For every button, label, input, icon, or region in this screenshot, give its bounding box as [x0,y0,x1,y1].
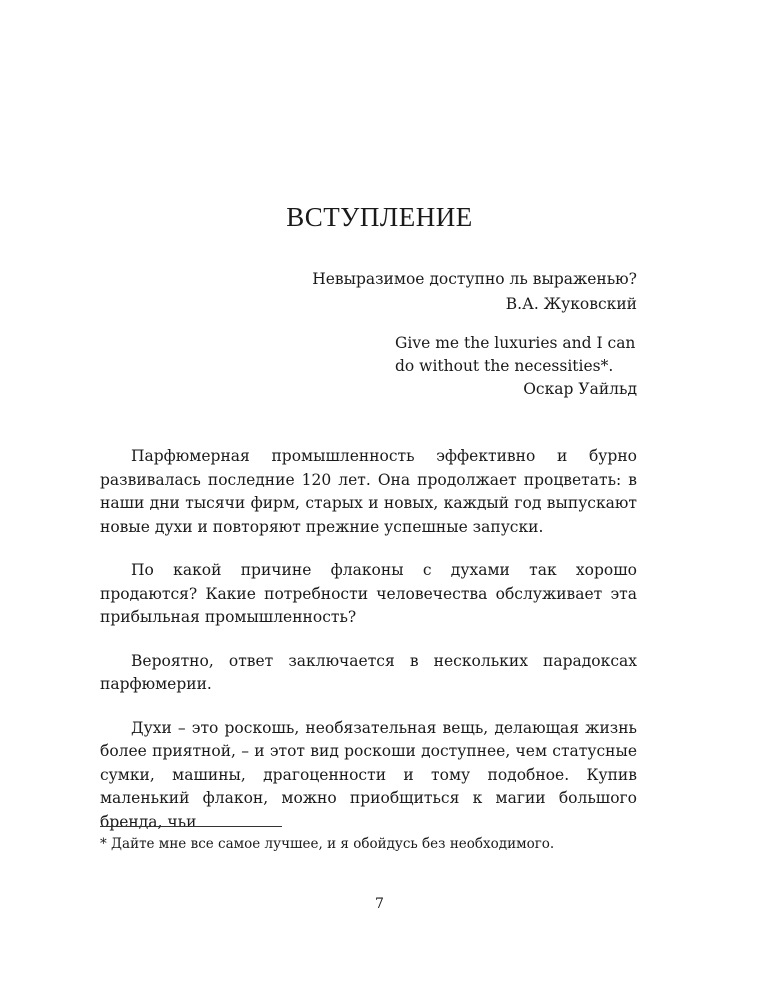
paragraph: Духи – это роскошь, необязательная вещь, делающая жизнь более приятной, – и этот вид роскоши доступнее, чем статусные сумки, машины, драгоценности и тому подобное. Купив маленький флакон, можно приобщиться к магии большого бренда, чьи [100,718,637,831]
epigraph-2-line-2: do without the necessities*. [395,357,614,375]
epigraph-1-author: В.А. Жуковский [505,295,637,313]
body-text [100,445,637,854]
paragraph: Парфюмерная промышленность эффективно и бурно развивалась последние 120 лет. Она продолжает процветать: в наши дни тысячи фирм, старых и новых, каждый год выпускают новые духи и повторяют прежние успешные запуски. [100,447,637,536]
epigraph-1 [312,267,637,317]
page-number: 7 [375,896,384,912]
footnote-divider [100,826,282,827]
epigraph-2-line-1: Give me the luxuries and I can [395,334,636,352]
epigraph-2-author: Оскар Уайльд [523,380,637,398]
footnote: * Дайте мне все самое лучшее, и я обойдусь без необходимого. [100,836,555,852]
chapter-title: ВСТУПЛЕНИЕ [286,202,473,232]
epigraph-1-text: Невыразимое доступно ль выраженью? [312,270,637,288]
epigraph-2 [395,332,637,401]
paragraph: По какой причине флаконы с духами так хорошо продаются? Какие потребности человечества обслуживает эта прибыльная промышленность? [100,561,637,626]
paragraph: Вероятно, ответ заключается в нескольких парадоксах парфюмерии. [100,651,637,693]
